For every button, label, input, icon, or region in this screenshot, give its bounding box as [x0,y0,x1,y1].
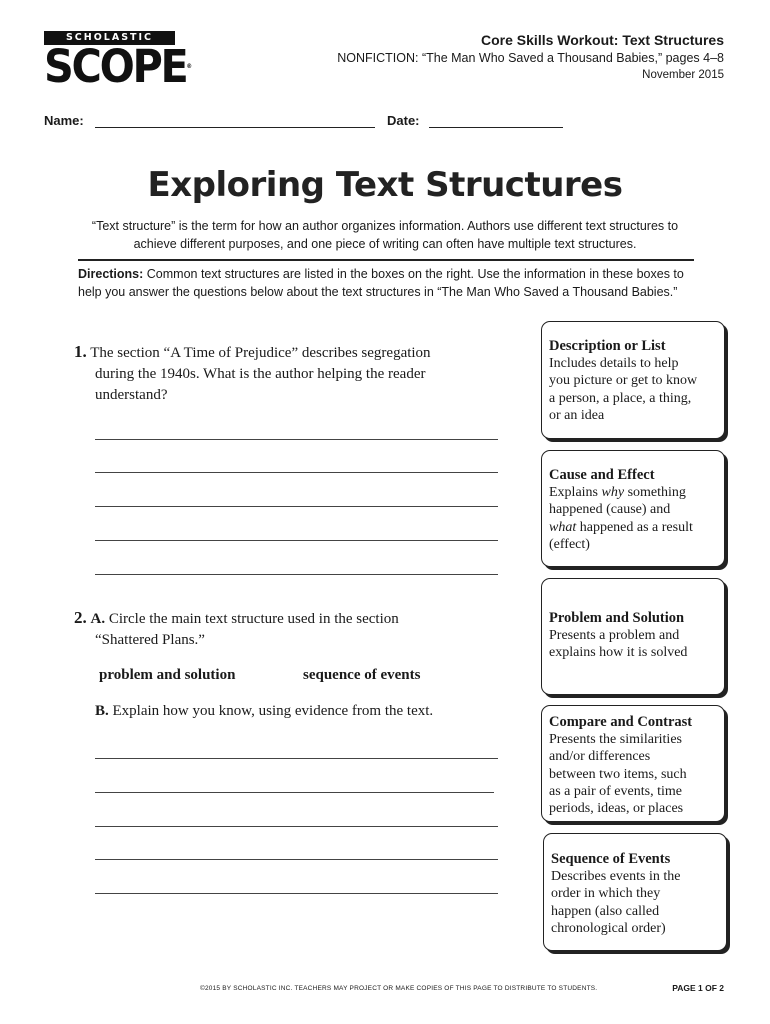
choice-sequence-of-events[interactable]: sequence of events [303,667,421,683]
structure-box-description-or-list [541,321,725,439]
structure-box-cause-and-effect [541,450,725,567]
structure-box-problem-and-solution [541,578,725,695]
structure-body: Includes details to help you picture or get to know a person, a place, a thing, or an idea [549,356,698,423]
q1-answer-line[interactable] [95,540,498,541]
structure-title: Sequence of Events [551,851,671,867]
name-label: Name: [44,113,84,128]
scope-logo [44,31,193,93]
date-label: Date: [387,113,420,128]
directions [78,265,698,301]
name-date-row [44,113,724,128]
q1-answer-line[interactable] [95,472,498,473]
question-2b-label: B. [95,703,109,719]
article-reference: NONFICTION: “The Man Who Saved a Thousand Babies,” pages 4–8 [337,51,724,65]
q1-answer-line[interactable] [95,574,498,575]
structure-box-compare-and-contrast [541,705,725,822]
structure-body: Describes events in the order in which they happen (also called chronological order) [551,869,681,936]
question-1-text-line1: The section “A Time of Prejudice” describes segregation [90,345,431,361]
structure-body: Presents the similarities and/or differences between two items, such as a pair of events, time periods, ideas, or places [549,732,687,817]
question-2 [74,607,514,651]
q2-answer-line[interactable] [95,792,494,793]
structure-title: Problem and Solution [549,610,685,626]
structure-title: Description or List [549,338,666,354]
q2-answer-line[interactable] [95,893,498,894]
structure-body: Presents a problem and explains how it is solved [549,628,688,661]
structure-title: Cause and Effect [549,467,655,483]
structure-box-sequence-of-events [543,833,727,951]
question-1 [74,341,484,406]
question-1-number: 1. [74,342,87,361]
question-2a-text-line1: Circle the main text structure used in the section [108,611,399,627]
q2-answer-line[interactable] [95,859,498,860]
copyright-notice: ©2015 BY SCHOLASTIC INC. TEACHERS MAY PROJECT OR MAKE COPIES OF THIS PAGE TO DISTRIBUTE TO STUDENTS. [200,985,598,992]
q2-answer-line[interactable] [95,758,498,759]
question-2b [95,703,433,720]
question-1-text-line2: during the 1940s. What is the author helping the reader [95,366,426,382]
choice-problem-and-solution[interactable]: problem and solution [99,667,236,683]
worksheet-series-title: Core Skills Workout: Text Structures [481,32,724,48]
q1-answer-line[interactable] [95,439,498,440]
directions-text: Common text structures are listed in the boxes on the right. Use the information in these boxes to help you answer the questions below about the text structures in “The Man Who Saved a Thousand Babies.” [78,267,684,299]
question-2a-text-line2: “Shattered Plans.” [95,632,205,648]
issue-date: November 2015 [642,69,724,81]
q1-answer-line[interactable] [95,506,498,507]
intro-text: “Text structure” is the term for how an author organizes information. Authors use different text structures to achieve different purposes, and one piece of writing can often have multiple text structures. [91,219,679,251]
q2-answer-line[interactable] [95,826,498,827]
scope-wordmark: SCOPE® [44,40,193,93]
name-field[interactable] [95,113,375,128]
page-title: Exploring Text Structures [147,165,623,205]
question-2a-label: A. [90,611,106,627]
scholastic-wordmark: SCHOLASTIC [44,31,175,45]
divider [78,259,694,261]
structure-title: Compare and Contrast [549,714,693,730]
directions-label: Directions: [78,267,144,281]
question-2-number: 2. [74,608,87,627]
page-number: PAGE 1 OF 2 [672,983,724,993]
question-1-text-line3: understand? [95,387,168,403]
structure-body: Explains why something happened (cause) and what happened as a result (effect) [549,485,693,552]
date-field[interactable] [429,113,563,128]
question-2b-text: Explain how you know, using evidence from the text. [112,703,434,719]
